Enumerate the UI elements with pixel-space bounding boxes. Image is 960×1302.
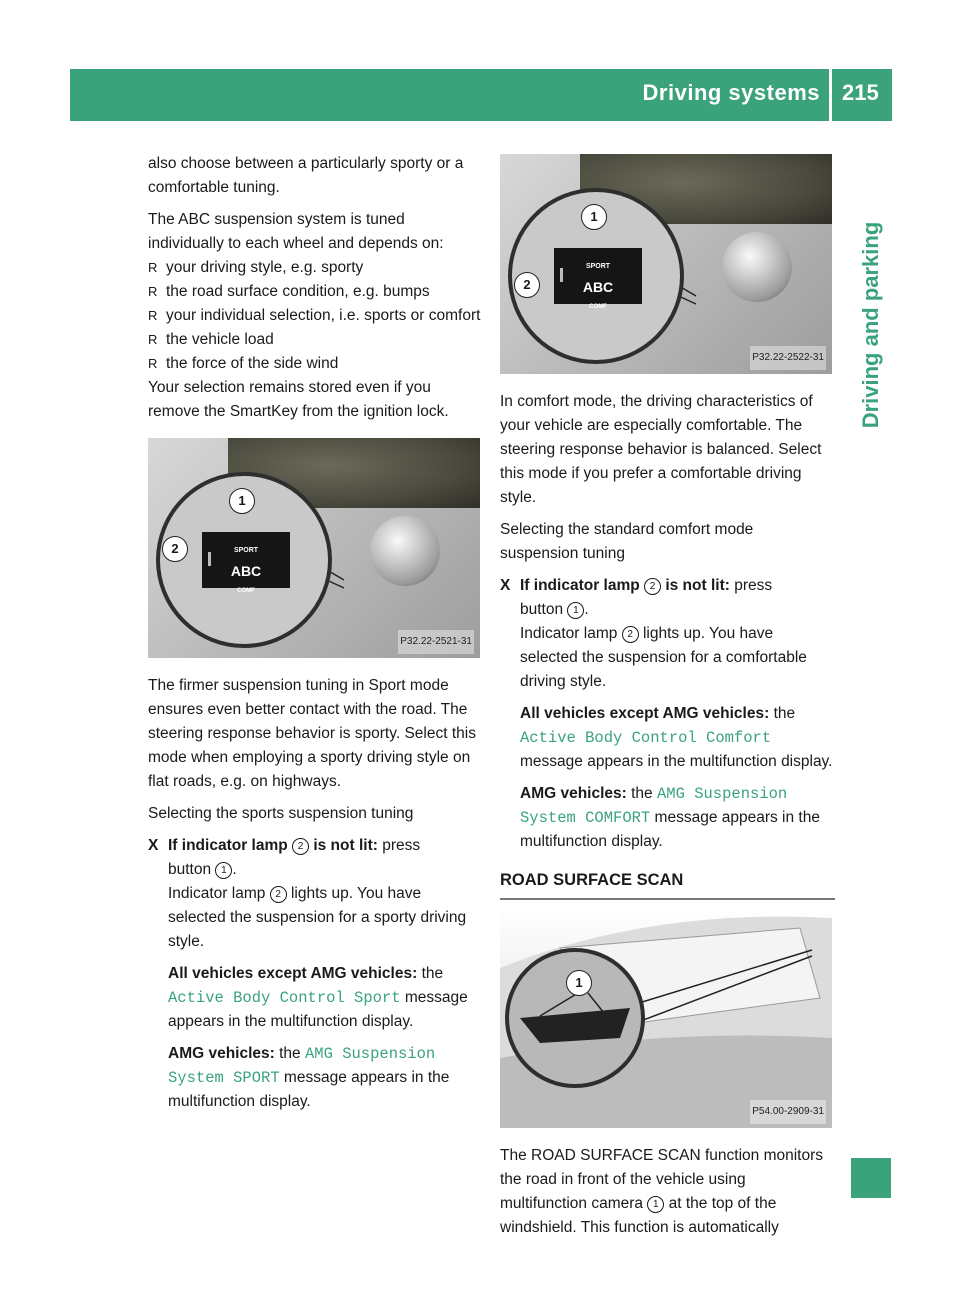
section-heading: ROAD SURFACE SCAN — [500, 871, 684, 889]
paragraph: The ROAD SURFACE SCAN function monitors the road in front of the vehicle using multifunction camera 1 at the top of the windshield. This function is automatically — [500, 1147, 824, 1236]
callout-2: 2 — [514, 272, 540, 298]
figure-comfort-button — [500, 154, 832, 374]
instruction-text: Indicator lamp 2 lights up. You have selected the suspension for a comfortable driving style. — [520, 625, 807, 690]
list-item: R the vehicle load — [148, 328, 483, 352]
circle-2-icon: 2 — [270, 886, 287, 903]
circle-1-icon: 1 — [567, 602, 584, 619]
circle-2-icon: 2 — [622, 626, 639, 643]
callout-1: 1 — [581, 204, 607, 230]
abc-button-panel — [202, 532, 290, 594]
figure-road-surface-scan — [500, 908, 832, 1128]
paragraph: In comfort mode, the driving characteristics of your vehicle are especially comfortable. The steering response behavior is balanced. Select this mode if you prefer a comfortable driving style. — [500, 393, 822, 506]
side-tab — [851, 221, 891, 429]
paragraph: also choose between a particularly sporty or a comfortable tuning. — [148, 155, 464, 196]
step-arrow-icon: X — [500, 577, 511, 594]
figure-ref: P32.22-2522-31 — [750, 346, 826, 370]
header-separator — [829, 69, 832, 121]
indicator-lamp — [560, 268, 563, 282]
panel-label-sport: SPORT — [233, 547, 259, 554]
paragraph: Selecting the sports suspension tuning — [148, 805, 414, 822]
callout-1: 1 — [229, 488, 255, 514]
circle-2-icon: 2 — [292, 838, 309, 855]
paragraph: The ABC suspension system is tuned individually to each wheel and depends on: — [148, 211, 444, 252]
list-item: R your individual selection, i.e. sports or comfort — [148, 304, 483, 328]
page-title: Driving systems — [642, 80, 820, 105]
list-item: R the road surface condition, e.g. bumps — [148, 280, 483, 304]
abc-button-panel — [554, 248, 642, 310]
side-tab-label: Driving and parking — [858, 221, 883, 429]
circle-2-icon: 2 — [644, 578, 661, 595]
step-arrow-icon: X — [148, 837, 159, 854]
display-message: AMG Suspension — [657, 785, 788, 803]
panel-label-comf: COMF — [589, 304, 607, 310]
circle-1-icon: 1 — [215, 862, 232, 879]
panel-label-abc: ABC — [582, 279, 614, 295]
callout-1: 1 — [566, 970, 592, 996]
paragraph: The firmer suspension tuning in Sport mode ensures even better contact with the road. The steering response behavior is sporty. Select this mode when employing a sporty driving style on flat roads, e.g. on highways. — [148, 677, 476, 790]
display-message: System COMFORT — [520, 809, 651, 827]
instruction-text: All vehicles except AMG vehicles: the Active Body Control Comfort message appears in the multifunction display. — [520, 705, 833, 770]
panel-label-comf: COMF — [237, 588, 255, 594]
right-column — [500, 142, 835, 1240]
instruction-text: Indicator lamp 2 lights up. You have selected the suspension for a sporty driving style. — [168, 885, 467, 950]
instruction-step: X If indicator lamp 2 is not lit: press — [148, 834, 483, 858]
side-marker — [851, 1158, 891, 1198]
paragraph: Selecting the standard comfort mode suspension tuning — [500, 521, 754, 562]
instruction-text: All vehicles except AMG vehicles: the Active Body Control Sport message appears in the multifunction display. — [168, 965, 468, 1030]
display-message: Active Body Control Sport — [168, 989, 401, 1007]
instruction-step: X If indicator lamp 2 is not lit: press — [500, 574, 835, 598]
left-column — [148, 152, 483, 1114]
instruction-text: button 1 . — [168, 861, 237, 878]
display-message: System SPORT — [168, 1069, 280, 1087]
list-item: R your driving style, e.g. sporty — [148, 256, 483, 280]
circle-1-icon: 1 — [647, 1196, 664, 1213]
car-illustration — [500, 908, 832, 1128]
panel-label-sport: SPORT — [585, 263, 611, 270]
instruction-text: AMG vehicles: the AMG Suspension System COMFORT message appears in the multifunction display. — [520, 785, 820, 850]
instruction-text: AMG vehicles: the AMG Suspension System SPORT message appears in the multifunction display. — [168, 1045, 450, 1110]
figure-sport-button — [148, 438, 480, 658]
indicator-lamp — [208, 552, 211, 566]
page-number: 215 — [842, 80, 879, 105]
figure-ref: P54.00-2909-31 — [750, 1100, 826, 1124]
panel-label-abc: ABC — [230, 563, 262, 579]
instruction-text: button 1 . — [520, 601, 589, 618]
list-item: R the force of the side wind — [148, 352, 483, 376]
callout-2: 2 — [162, 536, 188, 562]
section-divider — [500, 898, 835, 900]
display-message: Active Body Control Comfort — [520, 729, 772, 747]
display-message: AMG Suspension — [305, 1045, 436, 1063]
figure-ref: P32.22-2521-31 — [398, 630, 474, 654]
paragraph: Your selection remains stored even if you remove the SmartKey from the ignition lock. — [148, 379, 449, 420]
